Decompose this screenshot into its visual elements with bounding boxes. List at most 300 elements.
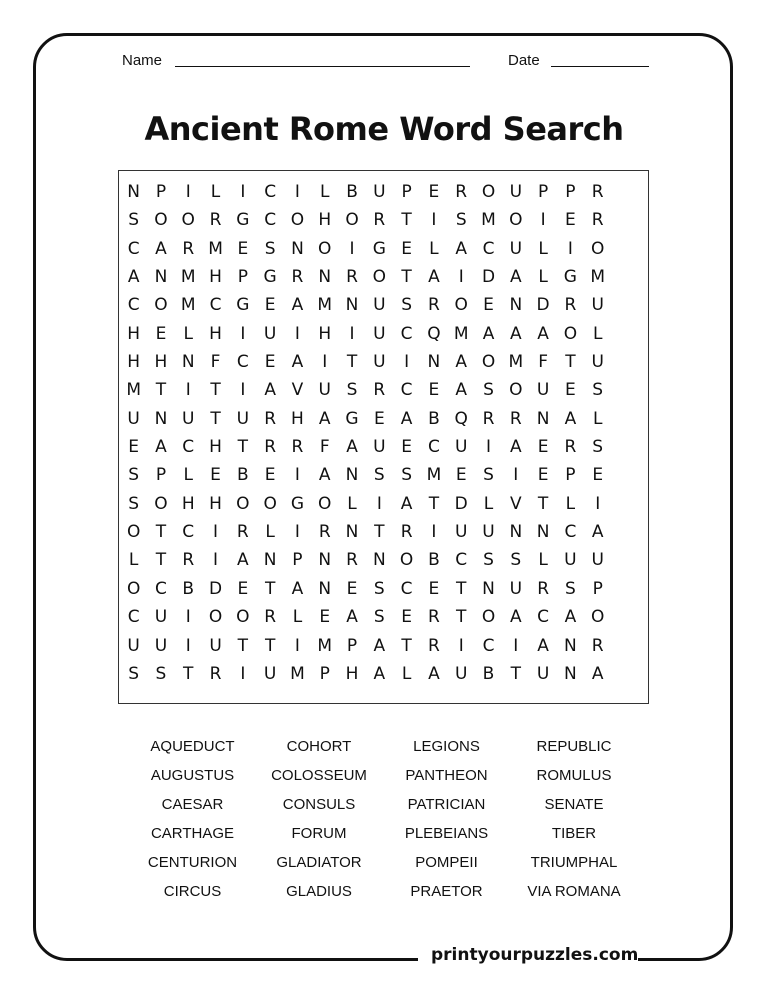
grid-letter: E [565, 210, 576, 231]
grid-letter: D [481, 267, 496, 288]
grid-letter: O [372, 267, 387, 288]
grid-letter: I [431, 522, 437, 543]
grid-letter: M [508, 352, 524, 373]
word-list-item: COLOSSEUM [271, 767, 367, 784]
grid-letter: A [318, 465, 331, 486]
grid-letter: T [401, 267, 412, 288]
grid-letter: I [240, 182, 246, 202]
grid-letter: A [509, 607, 522, 628]
grid-letter: I [240, 380, 246, 401]
grid-letter: I [185, 182, 191, 202]
grid-letter: S [128, 210, 140, 231]
grid-letter: U [263, 323, 277, 344]
grid-letter: S [483, 380, 494, 401]
grid-letter: B [428, 408, 440, 429]
grid-letter: A [264, 380, 276, 401]
grid-letter: I [349, 323, 355, 344]
grid-letter: G [263, 267, 277, 288]
date-line [551, 66, 649, 67]
grid-letter: M [317, 635, 333, 656]
grid-letter: H [181, 493, 195, 514]
grid-letter: P [319, 663, 330, 684]
grid-letter: I [567, 238, 573, 259]
grid-letter: A [237, 550, 249, 571]
grid-letter: L [210, 182, 221, 202]
word-list-item: CONSULS [282, 796, 356, 813]
grid-letter: I [458, 267, 464, 288]
grid-letter: R [591, 182, 604, 202]
grid-letter: A [428, 267, 440, 288]
grid-letter: I [376, 493, 382, 514]
grid-letter: A [346, 607, 358, 628]
grid-letter: C [182, 437, 195, 458]
grid-letter: S [373, 578, 385, 599]
grid-letter: U [373, 323, 386, 344]
grid-letter: E [264, 465, 276, 486]
grid-letter: T [565, 352, 576, 373]
grid-letter: N [154, 267, 168, 288]
grid-letter: C [400, 578, 413, 599]
grid-letter: U [564, 550, 577, 571]
grid-letter: O [454, 295, 468, 316]
grid-letter: T [537, 493, 549, 514]
grid-letter: M [481, 210, 496, 231]
grid-letter: A [537, 323, 549, 344]
grid-letter: B [182, 578, 195, 599]
grid-letter: E [428, 380, 440, 401]
grid-letter: A [564, 408, 577, 429]
grid-letter: H [209, 267, 222, 288]
grid-letter: E [237, 238, 249, 259]
grid-letter: U [509, 182, 523, 202]
grid-letter: O [481, 607, 496, 628]
grid-letter: S [401, 465, 413, 486]
grid-letter: L [538, 550, 548, 571]
grid-letter: U [373, 352, 386, 373]
page-title: Ancient Rome Word Search [144, 110, 624, 148]
grid-letter: R [428, 607, 440, 628]
grid-letter: A [455, 352, 468, 373]
grid-letter: U [209, 635, 222, 656]
grid-letter: C [482, 238, 495, 259]
grid-letter: T [155, 380, 167, 401]
grid-letter: H [127, 323, 141, 344]
grid-letter: R [236, 522, 249, 543]
grid-letter: U [482, 522, 495, 543]
grid-letter: I [595, 493, 601, 514]
grid-letter: O [236, 607, 250, 628]
grid-letter: R [591, 210, 604, 231]
name-line [175, 66, 470, 67]
grid-letter: I [185, 635, 191, 656]
grid-letter: D [454, 493, 468, 514]
grid-letter: A [318, 408, 331, 429]
grid-letter: O [318, 238, 332, 259]
grid-letter: E [428, 182, 440, 202]
grid-letter: N [482, 578, 495, 599]
grid-letter: T [210, 408, 221, 429]
word-list-item: POMPEII [415, 854, 478, 871]
grid-letter: H [209, 493, 222, 514]
grid-letter: S [401, 295, 413, 316]
grid-letter: A [400, 408, 413, 429]
grid-letter: S [264, 238, 276, 259]
grid-letter: N [181, 352, 195, 373]
grid-letter: N [291, 238, 304, 259]
grid-letter: G [372, 238, 386, 259]
grid-letter: T [210, 380, 221, 401]
grid-letter: I [240, 663, 246, 684]
grid-letter: R [455, 182, 468, 202]
grid-letter: C [236, 352, 249, 373]
grid-letter: O [591, 607, 605, 628]
grid-letter: P [155, 182, 167, 202]
grid-letter: O [263, 493, 277, 514]
grid-letter: C [155, 578, 167, 599]
grid-letter: B [237, 465, 249, 486]
grid-letter: S [373, 607, 385, 628]
grid-letter: L [183, 323, 193, 344]
grid-letter: R [482, 408, 495, 429]
grid-letter: H [318, 210, 332, 231]
grid-letter: L [183, 465, 193, 486]
grid-letter: A [373, 635, 386, 656]
grid-letter: E [319, 607, 331, 628]
grid-letter: E [155, 323, 167, 344]
grid-letter: U [236, 408, 250, 429]
grid-letter: N [345, 522, 359, 543]
grid-letter: H [209, 437, 222, 458]
grid-letter: P [565, 465, 576, 486]
grid-letter: U [591, 352, 604, 373]
grid-letter: P [401, 182, 412, 202]
grid-letter: I [349, 238, 355, 259]
grid-letter: P [537, 182, 549, 202]
word-list-item: TRIUMPHAL [530, 854, 618, 871]
grid-letter: T [155, 550, 167, 571]
grid-letter: U [263, 663, 277, 684]
grid-letter: E [237, 578, 249, 599]
grid-letter: E [537, 437, 549, 458]
grid-letter: G [290, 493, 305, 514]
grid-letter: R [373, 210, 386, 231]
grid-letter: M [426, 465, 442, 486]
grid-letter: E [373, 408, 385, 429]
grid-letter: G [345, 408, 359, 429]
grid-letter: C [400, 380, 413, 401]
grid-letter: L [538, 238, 548, 259]
grid-letter: U [454, 663, 468, 684]
grid-letter: A [291, 295, 304, 316]
grid-letter: V [509, 493, 522, 514]
grid-letter: P [346, 635, 358, 656]
grid-letter: A [591, 522, 604, 543]
grid-letter: A [346, 437, 358, 458]
grid-letter: E [592, 465, 604, 486]
grid-letter: A [564, 607, 577, 628]
grid-letter: P [155, 465, 167, 486]
grid-letter: R [428, 635, 440, 656]
grid-letter: A [373, 663, 386, 684]
grid-letter: L [483, 493, 494, 514]
word-list [130, 734, 638, 908]
grid-letter: C [537, 607, 550, 628]
grid-letter: T [237, 635, 249, 656]
grid-letter: R [564, 437, 577, 458]
grid-letter: A [509, 267, 522, 288]
word-list-item: PLEBEIANS [404, 825, 489, 842]
grid-letter: U [454, 437, 468, 458]
grid-letter: N [536, 522, 550, 543]
grid-letter: S [373, 465, 385, 486]
grid-letter: N [318, 267, 332, 288]
word-list-item: REPUBLIC [536, 738, 612, 755]
grid-letter: E [264, 295, 276, 316]
footer-site: printyourpuzzles.com [431, 945, 639, 965]
grid-letter: U [509, 238, 523, 259]
grid-letter: E [483, 295, 494, 316]
grid-letter: F [538, 352, 548, 373]
grid-letter: A [509, 323, 522, 344]
grid-letter: O [154, 493, 168, 514]
grid-letter: S [565, 578, 576, 599]
word-list-item: GLADIUS [286, 883, 352, 900]
grid-letter: H [318, 323, 332, 344]
grid-letter: U [373, 295, 386, 316]
grid-letter: N [318, 550, 332, 571]
grid-letter: U [454, 522, 468, 543]
grid-letter: N [427, 352, 441, 373]
name-label: Name [122, 52, 163, 69]
grid-letter: R [182, 238, 195, 259]
grid-letter: E [401, 607, 412, 628]
grid-letter: N [509, 522, 523, 543]
grid-letter: R [509, 408, 522, 429]
grid-letter: N [372, 550, 386, 571]
grid-letter: T [456, 578, 467, 599]
grid-letter: Q [454, 408, 468, 429]
grid-letter: I [294, 465, 300, 486]
grid-letter: E [128, 437, 140, 458]
grid-letter: S [592, 437, 604, 458]
grid-letter: I [294, 635, 300, 656]
grid-letter: C [209, 295, 222, 316]
grid-letter: O [591, 238, 605, 259]
grid-letter: S [128, 663, 140, 684]
grid-letter: D [208, 578, 223, 599]
grid-letter: A [455, 380, 468, 401]
grid-letter: A [127, 267, 140, 288]
grid-letter: R [346, 550, 358, 571]
grid-letter: U [591, 295, 604, 316]
grid-letter: T [346, 352, 358, 373]
grid-letter: R [209, 210, 222, 231]
grid-letter: S [346, 380, 358, 401]
grid-letter: T [155, 522, 167, 543]
grid-letter: C [455, 550, 468, 571]
grid-letter: O [399, 550, 414, 571]
grid-letter: U [127, 635, 140, 656]
grid-letter: R [346, 267, 358, 288]
grid-letter: E [428, 578, 440, 599]
grid-letter: I [404, 352, 410, 373]
grid-letter: M [208, 238, 223, 259]
grid-letter: G [236, 210, 250, 231]
grid-letter: I [185, 607, 191, 628]
grid-letter: U [154, 607, 168, 628]
grid-letter: C [400, 323, 413, 344]
grid-letter: A [455, 238, 468, 259]
word-list-item: FORUM [291, 825, 347, 842]
grid-letter: R [291, 267, 304, 288]
grid-letter: P [292, 550, 303, 571]
grid-letter: E [210, 465, 221, 486]
grid-letter: A [509, 437, 522, 458]
grid-letter: M [180, 295, 196, 316]
word-list-item: SENATE [544, 796, 604, 813]
word-list-item: CARTHAGE [150, 825, 235, 842]
grid-letter: I [486, 437, 492, 458]
grid-letter: O [290, 210, 305, 231]
grid-letter: O [345, 210, 359, 231]
grid-letter: H [154, 352, 168, 373]
word-list-item: VIA ROMANA [527, 883, 621, 900]
grid-letter: C [127, 607, 140, 628]
grid-letter: E [346, 578, 358, 599]
grid-letter: I [294, 182, 300, 202]
grid-letter: U [591, 550, 604, 571]
word-list-item: COHORT [286, 738, 352, 755]
grid-letter: R [318, 522, 331, 543]
word-list-item: LEGIONS [413, 738, 480, 755]
grid-letter: O [509, 210, 523, 231]
grid-letter: V [291, 380, 304, 401]
grid-letter: S [483, 465, 494, 486]
grid-letter: U [127, 408, 140, 429]
grid-letter: T [510, 663, 521, 684]
grid-letter: S [510, 550, 522, 571]
grid-letter: F [210, 352, 221, 373]
grid-letter: A [537, 635, 549, 656]
grid-letter: I [213, 550, 219, 571]
grid-letter: I [540, 210, 546, 231]
grid-letter: E [455, 465, 467, 486]
grid-letter: D [536, 295, 550, 316]
grid-letter: N [536, 408, 550, 429]
grid-letter: R [373, 380, 386, 401]
grid-letter: R [209, 663, 222, 684]
grid-letter: A [400, 493, 413, 514]
grid-letter: H [127, 352, 141, 373]
grid-letter: L [265, 522, 275, 543]
grid-letter: I [185, 380, 191, 401]
grid-letter: N [318, 578, 332, 599]
grid-letter: C [127, 295, 140, 316]
grid-letter: N [154, 408, 168, 429]
grid-letter: N [345, 295, 359, 316]
grid-letter: S [483, 550, 494, 571]
grid-letter: S [128, 493, 140, 514]
grid-letter: R [591, 635, 604, 656]
grid-letter: A [155, 238, 167, 259]
grid-letter: P [565, 182, 576, 202]
grid-letter: N [345, 465, 359, 486]
grid-letter: S [128, 465, 140, 486]
grid-letter: N [263, 550, 277, 571]
grid-letter: T [237, 437, 249, 458]
word-list-item: TIBER [551, 825, 597, 842]
grid-letter: O [236, 493, 250, 514]
grid-letter: F [319, 437, 330, 458]
grid-letter: S [155, 663, 167, 684]
grid-letter: C [127, 238, 140, 259]
grid-letter: R [264, 408, 277, 429]
grid-letter: M [590, 267, 606, 288]
grid-letter: R [400, 522, 413, 543]
grid-letter: U [373, 437, 386, 458]
grid-letter: O [563, 323, 578, 344]
grid-letter: I [322, 352, 328, 373]
grid-letter: L [592, 323, 603, 344]
grid-letter: A [291, 352, 304, 373]
puzzle-grid [120, 178, 611, 688]
grid-letter: E [565, 380, 576, 401]
grid-letter: C [482, 635, 495, 656]
grid-letter: I [513, 635, 519, 656]
word-list-item: CAESAR [161, 796, 224, 813]
grid-letter: R [291, 437, 304, 458]
word-list-item: PATRICIAN [407, 796, 486, 813]
word-list-item: PANTHEON [405, 767, 488, 784]
grid-letter: U [373, 182, 386, 202]
grid-letter: G [563, 267, 577, 288]
grid-letter: I [458, 635, 464, 656]
word-list-item: ROMULUS [536, 767, 612, 784]
grid-letter: N [564, 663, 577, 684]
grid-letter: U [154, 635, 168, 656]
grid-letter: R [537, 578, 549, 599]
grid-letter: E [401, 238, 412, 259]
grid-letter: I [294, 323, 300, 344]
grid-letter: L [128, 550, 139, 571]
grid-letter: L [401, 663, 412, 684]
grid-letter: U [536, 663, 550, 684]
grid-letter: N [509, 295, 523, 316]
grid-letter: B [428, 550, 440, 571]
grid-letter: E [537, 465, 549, 486]
grid-letter: A [482, 323, 495, 344]
grid-letter: L [429, 238, 439, 259]
grid-letter: O [154, 210, 168, 231]
grid-letter: L [538, 267, 548, 288]
grid-letter: C [264, 210, 277, 231]
grid-letter: H [209, 323, 222, 344]
grid-letter: C [182, 522, 195, 543]
grid-letter: I [294, 522, 300, 543]
grid-letter: B [482, 663, 495, 684]
grid-letter: C [264, 182, 277, 202]
grid-letter: R [564, 295, 577, 316]
grid-letter: I [240, 323, 246, 344]
grid-letter: T [374, 522, 385, 543]
word-list-item: GLADIATOR [276, 854, 362, 871]
grid-letter: M [453, 323, 469, 344]
grid-letter: T [456, 607, 467, 628]
grid-letter: L [319, 182, 330, 202]
grid-letter: A [155, 437, 167, 458]
word-list-item: CENTURION [147, 854, 238, 871]
grid-letter: R [264, 607, 277, 628]
